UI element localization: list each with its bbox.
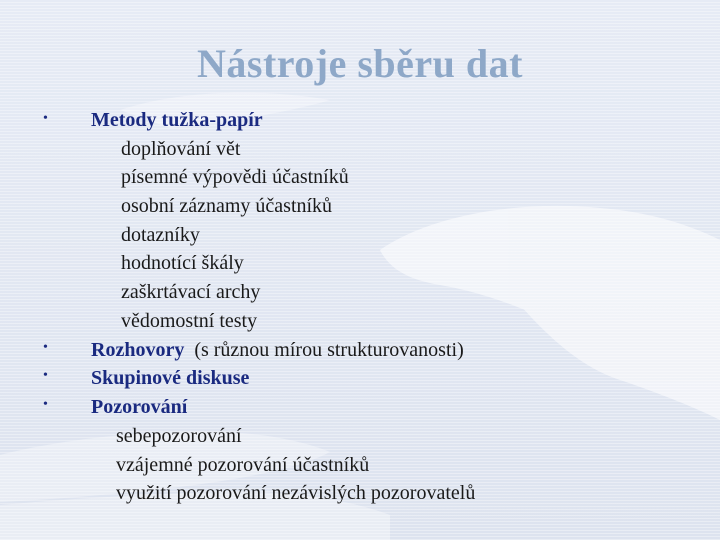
list-item-observation: Pozorování	[91, 396, 188, 418]
bullet-icon: •	[43, 397, 48, 412]
slide-title: Nástroje sběru dat	[196, 41, 523, 86]
list-item-group-discussions: Skupinové diskuse	[91, 367, 250, 389]
bullet-icon: •	[43, 111, 48, 126]
list-item-note: (s různou mírou strukturovanosti)	[184, 339, 464, 361]
sub-item: vzájemné pozorování účastníků	[116, 454, 370, 476]
sub-item: hodnotící škály	[121, 252, 244, 274]
sub-item: vědomostní testy	[121, 310, 258, 332]
sub-item: doplňování vět	[121, 138, 241, 160]
list-item-interviews	[91, 340, 464, 360]
bullet-icon: •	[43, 340, 48, 355]
sub-item: zaškrtávací archy	[121, 281, 261, 303]
list-item-label: Rozhovory	[91, 339, 185, 361]
sub-item: písemné výpovědi účastníků	[121, 166, 349, 188]
sub-item: osobní záznamy účastníků	[121, 195, 333, 217]
bullet-icon: •	[43, 368, 48, 383]
list-item-methods: Metody tužka-papír	[91, 109, 263, 131]
sub-item: sebepozorování	[116, 425, 242, 447]
sub-item: dotazníky	[121, 224, 200, 246]
sub-item: využití pozorování nezávislých pozorovatelů	[116, 482, 476, 504]
